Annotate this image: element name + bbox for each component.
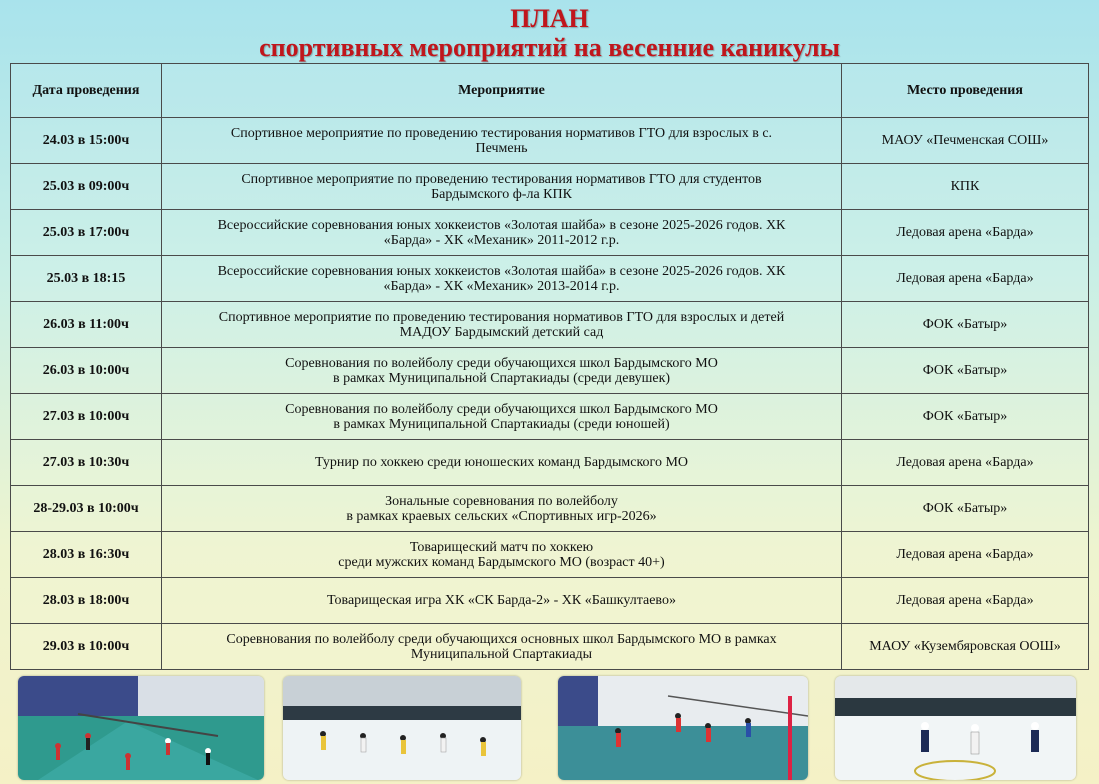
event-description (162, 118, 842, 164)
page-title (0, 4, 1099, 62)
event-place: ФОК «Батыр» (842, 348, 1089, 394)
events-table (10, 63, 1089, 670)
event-description-line2: МАДОУ Бардымский детский сад (399, 324, 604, 340)
header-place: Место проведения (842, 64, 1089, 118)
table-row (11, 164, 1089, 210)
event-description-line1: Турнир по хоккею среди юношеских команд Бардымского МО (314, 455, 689, 470)
event-description (162, 532, 842, 578)
photo-strip (0, 676, 1099, 784)
event-description (162, 164, 842, 210)
event-date: 26.03 в 10:00ч (11, 348, 162, 394)
event-date: 27.03 в 10:00ч (11, 394, 162, 440)
event-description (162, 394, 842, 440)
event-description (162, 578, 842, 624)
event-date: 25.03 в 17:00ч (11, 210, 162, 256)
event-place: Ледовая арена «Барда» (842, 210, 1089, 256)
event-place: МАОУ «Кузембяровская ООШ» (842, 624, 1089, 670)
header-date: Дата проведения (11, 64, 162, 118)
event-date: 25.03 в 18:15 (11, 256, 162, 302)
event-date: 26.03 в 11:00ч (11, 302, 162, 348)
event-date: 28.03 в 18:00ч (11, 578, 162, 624)
event-description-line2: Бардымского ф-ла КПК (431, 186, 572, 202)
table-row (11, 256, 1089, 302)
event-description (162, 256, 842, 302)
event-date: 24.03 в 15:00ч (11, 118, 162, 164)
event-description-line1: Всероссийские соревнования юных хоккеистов «Золотая шайба» в сезоне 2025-2026 годов. ХК (217, 263, 786, 279)
table-row (11, 302, 1089, 348)
volleyball-hall-photo (18, 676, 264, 780)
table-row (11, 486, 1089, 532)
table-row (11, 578, 1089, 624)
table-row (11, 210, 1089, 256)
event-description-line1: Спортивное мероприятие по проведению тестирования нормативов ГТО для взрослых в с. (230, 125, 773, 141)
event-description-line2: Печмень (475, 140, 528, 156)
event-description-line1: Соревнования по волейболу среди обучающихся школ Бардымского МО (285, 401, 718, 417)
event-description-line2: в рамках Муниципальной Спартакиады (среди девушек) (332, 370, 671, 386)
event-description-line1: Товарищеская игра ХК «СК Барда-2» - ХК «Башкултаево» (327, 593, 676, 608)
table-row (11, 624, 1089, 670)
table-header (11, 64, 1089, 118)
event-description (162, 302, 842, 348)
volleyball-match-photo (558, 676, 808, 780)
event-place: МАОУ «Печменская СОШ» (842, 118, 1089, 164)
event-description-line1: Соревнования по волейболу среди обучающихся школ Бардымского МО (285, 355, 718, 371)
event-description-line2: «Барда» - ХК «Механик» 2011-2012 г.р. (383, 232, 620, 248)
event-place: КПК (842, 164, 1089, 210)
table-row (11, 532, 1089, 578)
event-date: 28.03 в 16:30ч (11, 532, 162, 578)
event-place: ФОК «Батыр» (842, 486, 1089, 532)
event-description (162, 486, 842, 532)
event-date: 25.03 в 09:00ч (11, 164, 162, 210)
event-description (162, 440, 842, 486)
event-description-line1: Спортивное мероприятие по проведению тестирования нормативов ГТО для взрослых и детей (218, 309, 785, 325)
table-row (11, 118, 1089, 164)
event-place: ФОК «Батыр» (842, 394, 1089, 440)
table-row (11, 394, 1089, 440)
event-description-line2: в рамках краевых сельских «Спортивных игр-2026» (346, 508, 657, 524)
event-description-line2: Муниципальной Спартакиады (410, 646, 593, 662)
event-place: Ледовая арена «Барда» (842, 578, 1089, 624)
table-row (11, 348, 1089, 394)
event-date: 28-29.03 в 10:00ч (11, 486, 162, 532)
event-place: Ледовая арена «Барда» (842, 532, 1089, 578)
event-description-line2: среди мужских команд Бардымского МО (возраст 40+) (338, 554, 665, 570)
event-description-line1: Зональные соревнования по волейболу (385, 493, 618, 509)
event-place: ФОК «Батыр» (842, 302, 1089, 348)
event-place: Ледовая арена «Барда» (842, 256, 1089, 302)
ice-arena-photo (835, 676, 1076, 780)
event-date: 27.03 в 10:30ч (11, 440, 162, 486)
event-description (162, 348, 842, 394)
header-event: Мероприятие (162, 64, 842, 118)
event-description-line1: Товарищеский матч по хоккею (409, 539, 594, 555)
event-date: 29.03 в 10:00ч (11, 624, 162, 670)
event-place: Ледовая арена «Барда» (842, 440, 1089, 486)
event-description-line1: Соревнования по волейболу среди обучающихся основных школ Бардымского МО в рамках (226, 631, 777, 647)
title-line2: спортивных мероприятий на весенние каникулы (259, 33, 840, 62)
event-description-line2: в рамках Муниципальной Спартакиады (среди юношей) (333, 416, 670, 432)
event-description-line2: «Барда» - ХК «Механик» 2013-2014 г.р. (383, 278, 620, 294)
ice-hockey-photo (283, 676, 521, 780)
event-description-line1: Всероссийские соревнования юных хоккеистов «Золотая шайба» в сезоне 2025-2026 годов. ХК (217, 217, 786, 233)
event-description (162, 210, 842, 256)
table-row (11, 440, 1089, 486)
event-description-line1: Спортивное мероприятие по проведению тестирования нормативов ГТО для студентов (241, 171, 762, 187)
title-line1: ПЛАН (510, 4, 589, 33)
event-description (162, 624, 842, 670)
